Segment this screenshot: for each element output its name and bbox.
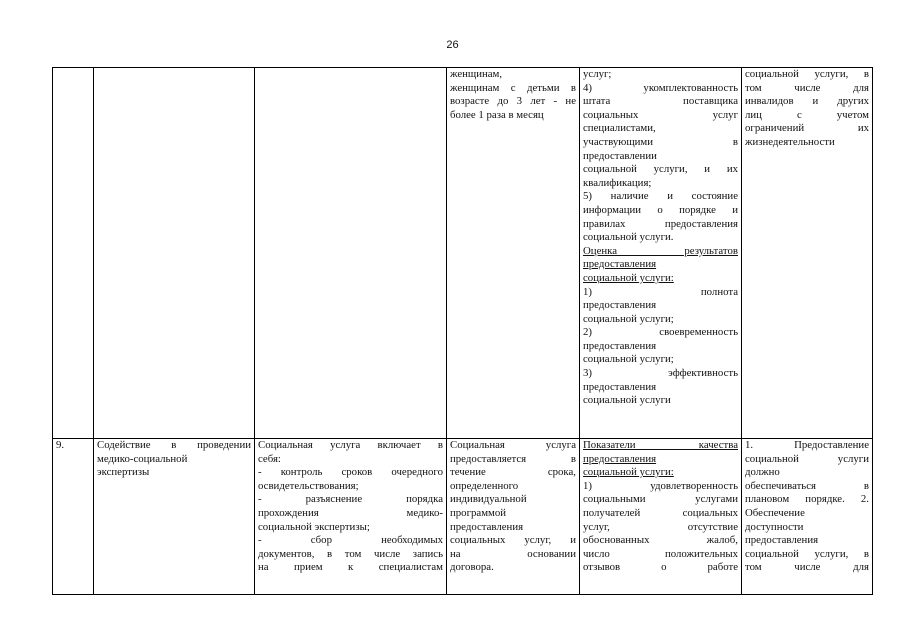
cell-text-line: на прием к специалистам: [258, 561, 443, 574]
cell-text-line: Оценка результатов: [583, 244, 738, 257]
quality-indicators-cell: [580, 68, 742, 439]
cell-text-line: предоставления: [583, 258, 657, 271]
cell-text-line: должно: [745, 466, 780, 479]
cell-text-line: социальной услуги, в: [745, 68, 869, 80]
cell-text-line: социальной экспертизы;: [258, 520, 370, 533]
cell-text-line: число положительных: [583, 547, 738, 560]
cell-text-line: социальной услуги, в: [745, 547, 869, 560]
service-content-cell: [255, 68, 447, 439]
cell-text-line: обоснованных жалоб,: [583, 534, 738, 547]
quality-indicators-cell: [580, 439, 742, 595]
cell-text-line: 5) наличие и состояние: [583, 190, 738, 203]
row-number-cell: [53, 439, 94, 595]
cell-text-line: - разъяснение порядка: [258, 493, 443, 506]
cell-text-line: Показатели качества: [583, 439, 738, 451]
cell-text-line: Обеспечение: [745, 506, 805, 519]
cell-text-line: договора.: [450, 561, 494, 574]
cell-text-line: 1) полнота: [583, 285, 738, 298]
cell-text-line: Социальная услуга включает в: [258, 439, 443, 451]
cell-text-line: жизнедеятельности: [745, 135, 835, 148]
cell-text-line: социальной услуги, и их: [583, 163, 738, 176]
cell-text-line: социальных услуг, и: [450, 534, 576, 547]
cell-text-line: информации о порядке и: [583, 203, 738, 216]
row-number: 9.: [56, 439, 65, 451]
cell-text-line: социальной услуги;: [583, 353, 674, 366]
cell-text-line: Социальная услуга: [450, 439, 576, 451]
cell-text-line: течение срока,: [450, 466, 576, 479]
cell-text-line: Содействие в проведении: [97, 439, 251, 451]
service-term-cell: [447, 68, 580, 439]
cell-text-line: на основании: [450, 547, 576, 560]
cell-text-line: услуг, отсутствие: [583, 520, 738, 533]
cell-text-line: инвалидов и других: [745, 95, 869, 108]
cell-text-line: лиц с учетом: [745, 108, 869, 121]
cell-text-line: 2) своевременность: [583, 326, 738, 339]
cell-text-line: 1) удовлетворенность: [583, 479, 738, 492]
cell-text-line: предоставления: [583, 299, 657, 312]
service-term-cell: [447, 439, 580, 595]
cell-text-line: более 1 раза в месяц: [450, 108, 544, 121]
cell-text-line: предоставления: [583, 380, 657, 393]
cell-text-line: социальными услугами: [583, 493, 738, 506]
cell-text-line: предоставляется в: [450, 452, 576, 465]
cell-text-line: женщинам с детьми в: [450, 81, 576, 94]
cell-text-line: социальной услуги;: [583, 312, 674, 325]
services-table: [52, 67, 873, 595]
cell-text-line: предоставления: [583, 452, 657, 465]
cell-text-line: получателей социальных: [583, 506, 738, 519]
cell-text-line: 3) эффективность: [583, 367, 738, 380]
cell-text-line: предоставления: [450, 520, 524, 533]
table-row: [53, 68, 873, 439]
cell-text-line: социальных услуг: [583, 108, 738, 121]
cell-text-line: предоставления: [745, 534, 819, 547]
cell-text-line: - контроль сроков очередного: [258, 466, 443, 479]
service-name-cell: [94, 68, 255, 439]
cell-text-line: себя:: [258, 452, 281, 465]
service-conditions-cell: [742, 439, 873, 595]
cell-text-line: предоставлении: [583, 149, 657, 162]
page-number: 26: [446, 39, 459, 51]
cell-text-line: том числе для: [745, 561, 869, 574]
cell-text-line: социальной услуги: [583, 394, 671, 407]
cell-text-line: 4) укомплектованность: [583, 81, 738, 94]
cell-text-line: штата поставщика: [583, 95, 738, 108]
cell-text-line: программой: [450, 506, 507, 519]
cell-text-line: услуг;: [583, 68, 612, 80]
cell-text-line: освидетельствования;: [258, 479, 359, 492]
cell-text-line: квалификация;: [583, 176, 652, 189]
cell-text-line: правилах предоставления: [583, 217, 738, 230]
cell-text-line: доступности: [745, 520, 804, 533]
service-conditions-cell: [742, 68, 873, 439]
cell-text-line: экспертизы: [97, 466, 150, 479]
service-name-cell: [94, 439, 255, 595]
cell-text-line: прохождения медико-: [258, 506, 443, 519]
cell-text-line: социальной услуги.: [583, 231, 674, 244]
service-content-cell: [255, 439, 447, 595]
cell-text-line: участвующими в: [583, 135, 738, 148]
table-row: [53, 439, 873, 595]
cell-text-line: медико-социальной: [97, 452, 188, 465]
cell-text-line: индивидуальной: [450, 493, 527, 506]
cell-text-line: предоставления: [583, 339, 657, 352]
cell-text-line: обеспечиваться в: [745, 479, 869, 492]
cell-text-line: специалистами,: [583, 122, 656, 135]
cell-text-line: женщинам,: [450, 68, 503, 80]
cell-text-line: том числе для: [745, 81, 869, 94]
cell-text-line: определенного: [450, 479, 519, 492]
cell-text-line: возрасте до 3 лет - не: [450, 95, 576, 108]
cell-text-line: документов, в том числе запись: [258, 547, 443, 560]
row-number-cell: [53, 68, 94, 439]
cell-text-line: 1. Предоставление: [745, 439, 869, 451]
cell-text-line: плановом порядке. 2.: [745, 493, 869, 506]
cell-text-line: социальной услуги:: [583, 271, 674, 284]
cell-text-line: социальной услуги: [745, 452, 869, 465]
cell-text-line: - сбор необходимых: [258, 534, 443, 547]
cell-text-line: отзывов о работе: [583, 561, 738, 574]
cell-text-line: ограничений их: [745, 122, 869, 135]
cell-text-line: социальной услуги:: [583, 466, 674, 479]
